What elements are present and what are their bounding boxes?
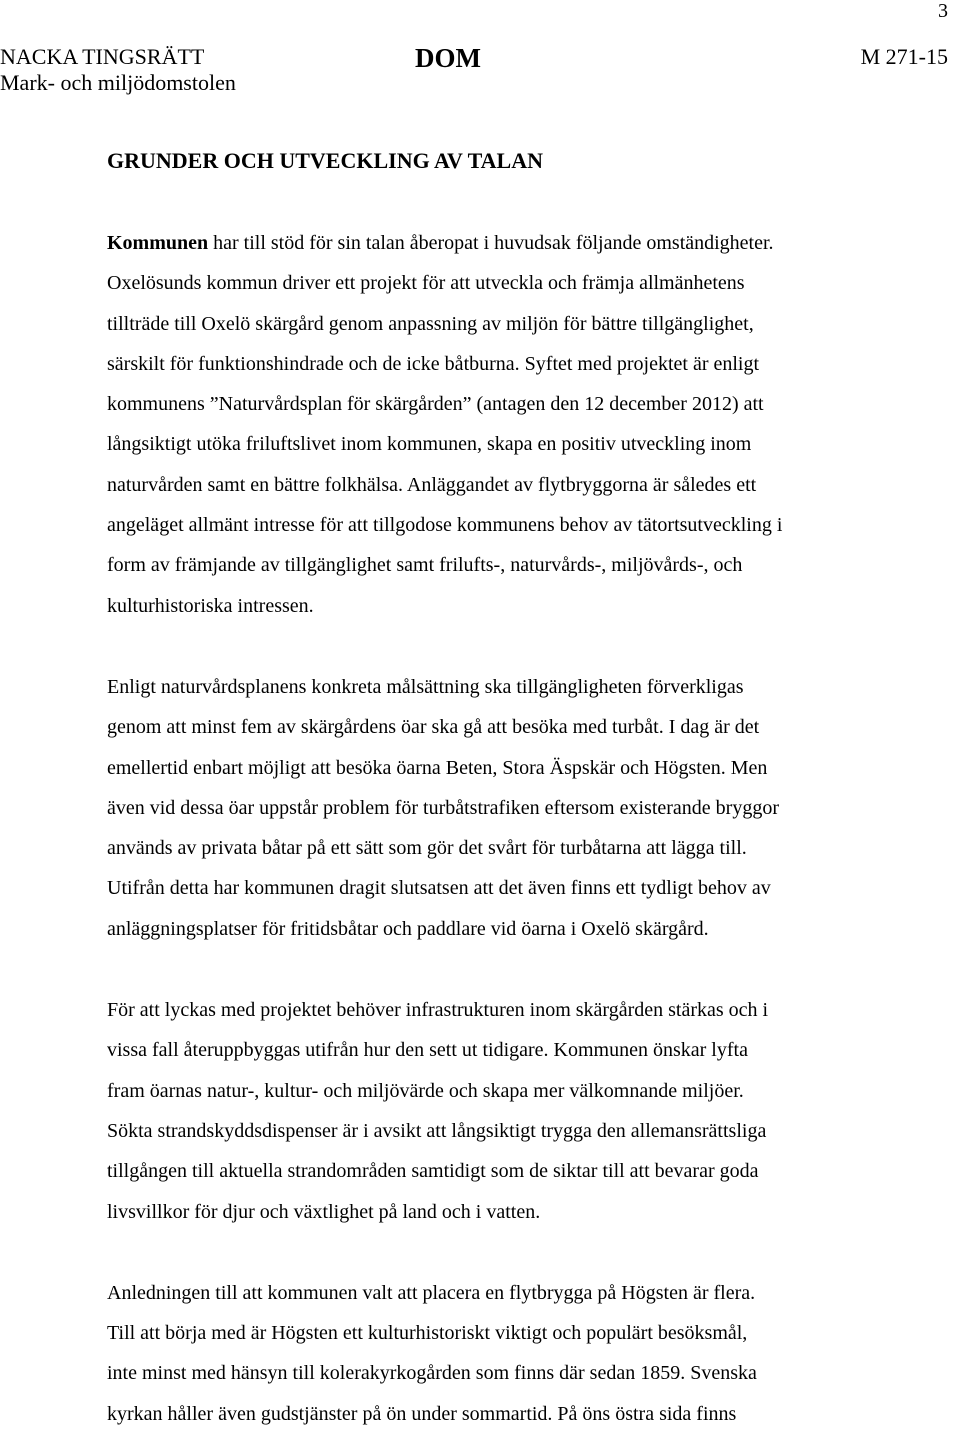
paragraph-line: fram öarnas natur-, kultur- och miljövärde och skapa mer välkomnande miljöer. [107,1079,744,1102]
paragraph-line: kyrkan håller även gudstjänster på ön under sommartid. På öns östra sida finns [107,1402,737,1425]
paragraph-line: angeläget allmänt intresse för att tillgodose kommunens behov av tätortsutveckling i [107,514,783,537]
document-header [0,40,960,100]
paragraph-line: tillträde till Oxelö skärgård genom anpassning av miljön för bättre tillgänglighet, [107,312,754,335]
paragraph-line: genom att minst fem av skärgårdens öar ska gå att besöka med turbåt. I dag är det [107,716,760,739]
court-division: Mark- och miljödomstolen [0,70,236,95]
paragraph-3 [107,990,907,1232]
paragraph-line: För att lyckas med projektet behöver infrastrukturen inom skärgården stärkas och i [107,999,769,1022]
paragraph-line: även vid dessa öar uppstår problem för turbåtstrafiken eftersom existerande bryggor [107,796,779,819]
paragraph-line: Utifrån detta har kommunen dragit slutsatsen att det även finns ett tydligt behov av [107,877,771,900]
court-name: NACKA TINGSRÄTT [0,44,205,69]
paragraph-line: Sökta strandskyddsdispenser är i avsikt att långsiktigt trygga den allemansrättsliga [107,1119,767,1142]
paragraph-line: särskilt för funktionshindrade och de icke båtburna. Syftet med projektet är enligt [107,352,760,375]
section-heading: GRUNDER OCH UTVECKLING AV TALAN [107,148,544,173]
paragraph-lead-word: Kommunen [107,232,209,254]
paragraph-line: kulturhistoriska intressen. [107,594,314,617]
document-type: DOM [415,43,481,73]
paragraph-line: långsiktigt utöka friluftslivet inom kommunen, skapa en positiv utveckling inom [107,433,752,456]
paragraph-line: naturvården samt en bättre folkhälsa. Anläggandet av flytbryggorna är således ett [107,473,757,496]
paragraph-line: kommunens ”Naturvårdsplan för skärgården” (antagen den 12 december 2012) att [107,393,764,416]
paragraph-4 [107,1273,907,1434]
paragraph-line: inte minst med hänsyn till kolerakyrkogården som finns där sedan 1859. Svenska [107,1362,757,1385]
paragraph-line: Enligt naturvårdsplanens konkreta målsättning ska tillgängligheten förverkligas [107,675,744,698]
page-number: 3 [938,0,948,22]
paragraph-1 [107,223,907,626]
line-text: har till stöd för sin talan åberopat i huvudsak följande omständigheter. [208,232,774,254]
case-number: M 271-15 [860,44,948,69]
paragraph-line: emellertid enbart möjligt att besöka öarna Beten, Stora Äspskär och Högsten. Men [107,756,768,779]
paragraph-line: form av främjande av tillgänglighet samt frilufts-, naturvårds-, miljövårds-, och [107,554,743,577]
paragraph-line: vissa fall återuppbyggas utifrån hur den sett ut tidigare. Kommunen önskar lyfta [107,1039,748,1062]
paragraph-line: anläggningsplatser för fritidsbåtar och paddlare vid öarna i Oxelö skärgård. [107,917,709,940]
paragraph-line: tillgången till aktuella strandområden samtidigt som de siktar till att bevarar goda [107,1160,759,1183]
paragraph-2 [107,667,907,949]
paragraph-line: Oxelösunds kommun driver ett projekt för att utveckla och främja allmänhetens [107,272,745,295]
paragraph-line: livsvillkor för djur och växtlighet på land och i vatten. [107,1200,541,1223]
paragraph-line [107,223,907,263]
document-body [107,223,907,1434]
paragraph-line: Anledningen till att kommunen valt att placera en flytbrygga på Högsten är flera. [107,1281,756,1304]
paragraph-line: Till att börja med är Högsten ett kulturhistoriskt viktigt och populärt besöksmål, [107,1322,748,1345]
paragraph-line: används av privata båtar på ett sätt som gör det svårt för turbåtarna att lägga till. [107,837,747,860]
